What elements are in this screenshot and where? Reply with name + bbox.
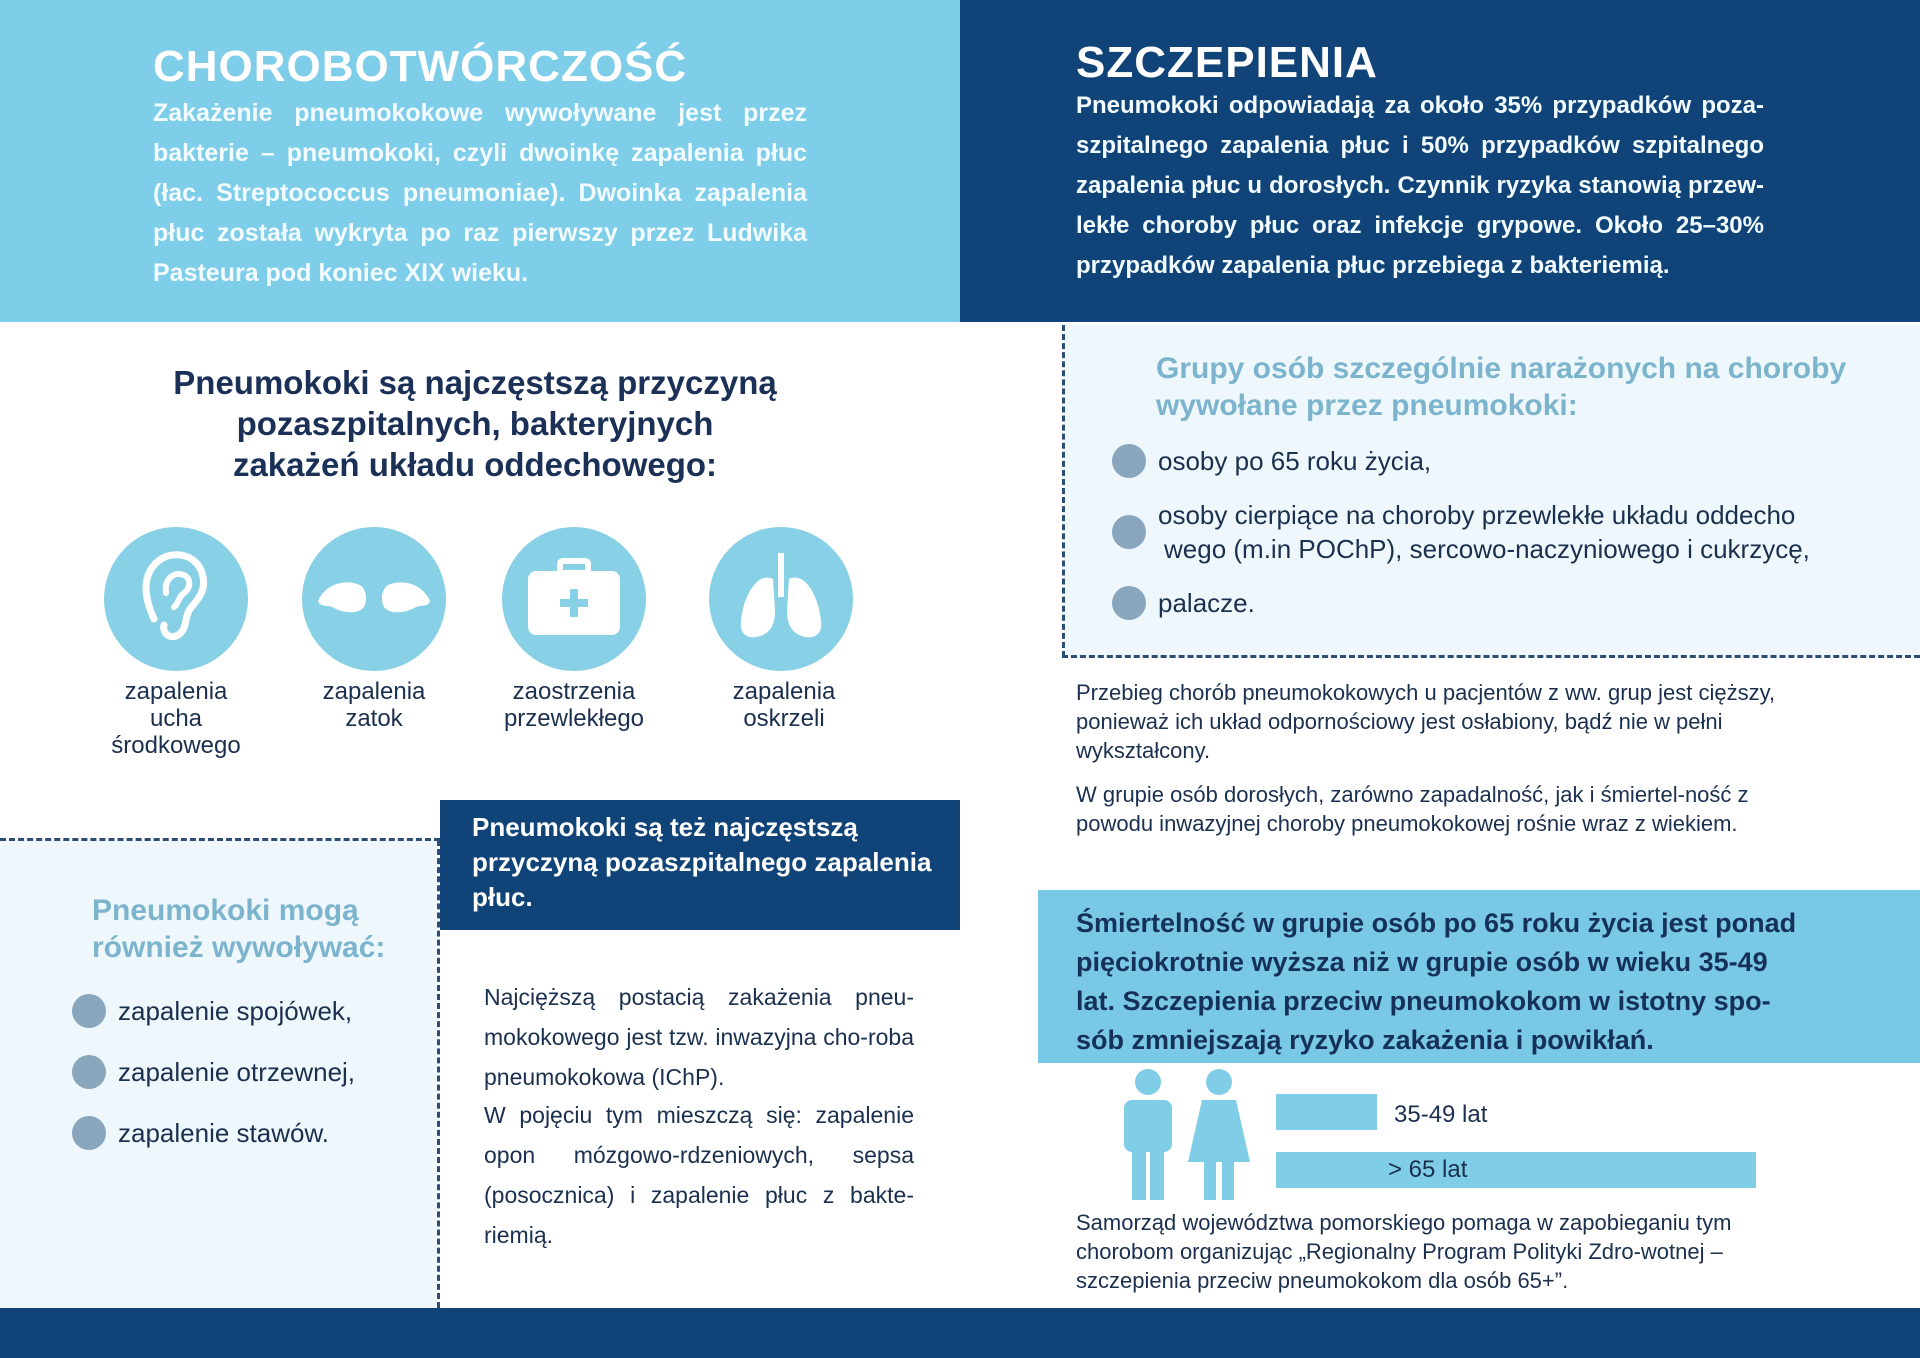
- also-causes-item: [72, 1116, 329, 1150]
- icon-label-line: środkowego: [111, 732, 241, 759]
- icon-label-kit: [474, 678, 674, 732]
- icon-label-line: zapalenia: [124, 678, 228, 705]
- main-cause-heading-line2: pozaszpitalnych, bakteryjnych: [236, 405, 714, 442]
- icon-label-line: oskrzeli: [743, 705, 825, 732]
- icon-label-line: przewlekłego: [503, 705, 645, 732]
- first-aid-kit-icon: [502, 527, 646, 671]
- bullet-dot: [1112, 515, 1146, 549]
- course-paragraph-1: Przebieg chorób pneumokokowych u pacjentów z ww. grup jest cięższy, ponieważ ich układ odpornościowy jest osłabiony, bądź nie w pełni wykształcony.: [1076, 680, 1776, 763]
- course-paragraph-2: W grupie osób dorosłych, zarówno zapadalność, jak i śmiertel-ność z powodu inwazyjnej choroby pneumokokowej rośnie wraz z wiekiem.: [1076, 782, 1749, 836]
- icon-label-line: ucha: [149, 705, 203, 732]
- ear-icon: [104, 527, 248, 671]
- risk-group-item: [1112, 498, 1810, 566]
- also-causes-divider-top: [0, 838, 440, 841]
- also-causes-heading-line2: również wywoływać:: [92, 931, 386, 964]
- icon-label-ear: [76, 678, 276, 759]
- footer-bar: [0, 1308, 1920, 1358]
- also-causes-text: zapalenie stawów.: [118, 1117, 330, 1148]
- woman-icon: [1184, 1068, 1254, 1205]
- risk-group-text-line1: osoby cierpiące na choroby przewlekłe układu oddecho: [1158, 500, 1796, 530]
- also-causes-heading-line1: Pneumokoki mogą: [92, 894, 359, 927]
- icon-label-sinus: [274, 678, 474, 732]
- also-causes-text: zapalenie otrzewnej,: [118, 1056, 356, 1087]
- main-cause-heading-line1: Pneumokoki są najczęstszą przyczyną: [173, 364, 777, 401]
- pathogenicity-text: Zakażenie pneumokokowe wywoływane jest przez bakterie – pneumokoki, czyli dwoinkę zapalenia płuc (łac. Streptococcus pneumoniae). Dwoinka zapalenia płuc została wykryta po raz pierwszy przez Ludwika Pasteura pod koniec XIX wieku.: [153, 99, 807, 287]
- icon-label-line: zapalenia: [732, 678, 836, 705]
- risk-group-text: [1158, 498, 1810, 566]
- vaccination-section: [960, 0, 1920, 322]
- vaccination-text: Pneumokoki odpowiadają za około 35% przypadków poza-szpitalnego zapalenia płuc i 50% przypadków szpitalnego zapalenia płuc u dorosłych. Czynnik ryzyka stanowią przew-lekłe choroby płuc oraz infekcje grypowe. Około 25–30% przypadków zapalenia płuc przebiega z bakteriemią.: [1076, 92, 1764, 279]
- vaccination-title: SZCZEPIENIA: [1076, 38, 1378, 87]
- icon-label-line: zatok: [345, 705, 403, 732]
- risk-groups-divider-left: [1062, 325, 1065, 657]
- mortality-text: Śmiertelność w grupie osób po 65 roku życia jest ponad pięciokrotnie wyższa niż w grupie osób w wieku 35-49 lat. Szczepienia przeciw pneumokokom w istotny spo-sób zmniejszają ryzyko zakażenia i powikłań.: [1076, 908, 1797, 1055]
- bar-65-plus: [1276, 1152, 1756, 1188]
- bullet-dot: [72, 1055, 106, 1089]
- pneumonia-heading: Pneumokoki są też najczęstszą przyczyną pozaszpitalnego zapalenia płuc.: [472, 812, 932, 912]
- lungs-icon: [709, 527, 853, 671]
- pneumonia-paragraph-2: W pojęciu tym mieszczą się: zapalenie opon mózgowo-rdzeniowych, sepsa (posocznica) i zapalenie płuc z bakte-riemią.: [484, 1102, 914, 1248]
- risk-groups-heading: [1156, 350, 1916, 424]
- risk-group-item: [1112, 444, 1431, 478]
- risk-group-text: osoby po 65 roku życia,: [1158, 445, 1432, 476]
- also-causes-item: [72, 994, 352, 1028]
- risk-group-item: [1112, 586, 1255, 620]
- main-cause-heading-line3: zakażeń układu oddechowego:: [232, 446, 718, 483]
- bar-35-49: [1276, 1094, 1377, 1130]
- bar-label-65-plus: > 65 lat: [1388, 1156, 1468, 1183]
- risk-groups-heading-line1: Grupy osób szczególnie narażonych na choroby: [1156, 352, 1847, 385]
- bar-label-35-49: 35-49 lat: [1394, 1101, 1488, 1128]
- icon-label-lungs: [684, 678, 884, 732]
- also-causes-heading: [92, 892, 432, 966]
- risk-groups-divider-bottom: [1062, 655, 1920, 658]
- sinus-icon: [302, 527, 446, 671]
- bullet-dot: [1112, 444, 1146, 478]
- man-icon: [1120, 1068, 1176, 1205]
- bullet-dot: [72, 994, 106, 1028]
- risk-group-text-line2: wego (m.in POChP), sercowo-naczyniowego i cukrzycę,: [1164, 534, 1810, 564]
- main-cause-heading: [120, 362, 830, 485]
- risk-groups-heading-line2: wywołane przez pneumokoki:: [1156, 389, 1578, 422]
- bullet-dot: [72, 1116, 106, 1150]
- pathogenicity-title: CHOROBOTWÓRCZOŚĆ: [153, 42, 688, 91]
- icon-label-line: zapalenia: [322, 678, 426, 705]
- icon-label-line: zaostrzenia: [512, 678, 636, 705]
- pneumonia-paragraph-1: Najcięższą postacią zakażenia pneu-mokokowego jest tzw. inwazyjna cho-roba pneumokokowa (IChP).: [484, 984, 914, 1090]
- also-causes-item: [72, 1055, 355, 1089]
- also-causes-text: zapalenie spojówek,: [118, 995, 353, 1026]
- bullet-dot: [1112, 586, 1146, 620]
- pathogenicity-section: [0, 0, 960, 322]
- risk-group-text: palacze.: [1158, 587, 1255, 618]
- program-text: Samorząd województwa pomorskiego pomaga w zapobieganiu tym chorobom organizując „Regionalny Program Polityki Zdro-wotnej – szczepienia przeciw pneumokokom dla osób 65+”.: [1076, 1210, 1732, 1293]
